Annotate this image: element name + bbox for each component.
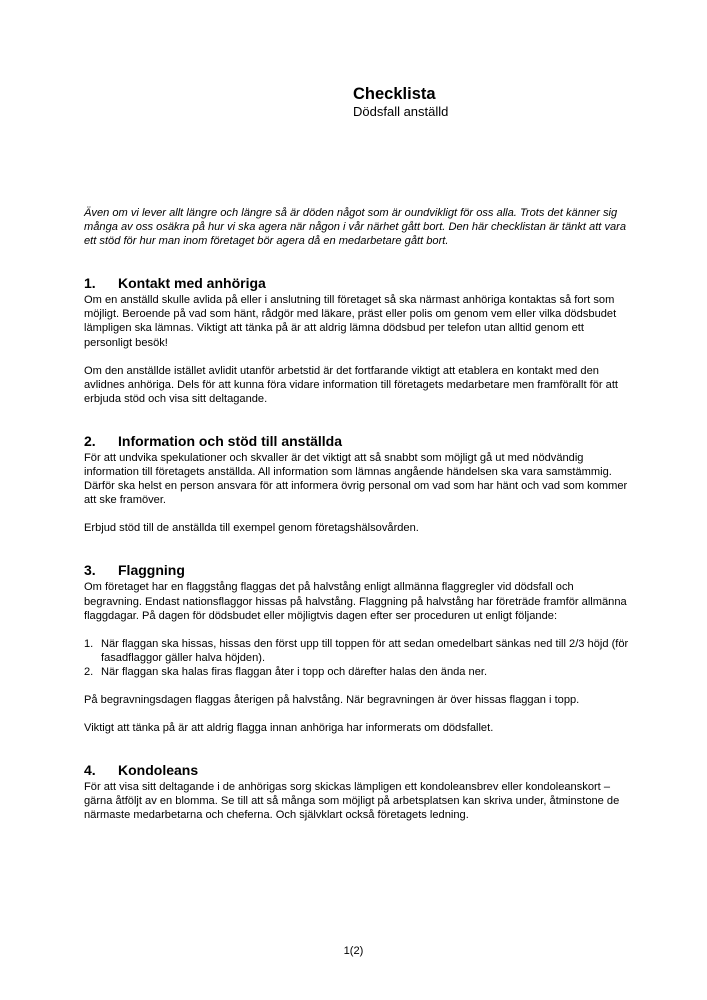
section-heading bbox=[84, 274, 629, 292]
list-item bbox=[84, 665, 629, 679]
section-title: Kondoleans bbox=[118, 762, 199, 779]
section-number: 4. bbox=[84, 762, 96, 779]
list-item-text: När flaggan ska hissas, hissas den först upp till toppen för att sedan omedelbart sänkas ned till 2/3 höjd (för fasadflaggor gäller halva höjden). bbox=[101, 637, 629, 664]
section-heading bbox=[84, 761, 629, 779]
list-item-number: 1. bbox=[84, 637, 94, 650]
intro-paragraph: Även om vi lever allt längre och längre så är döden något som är oundvikligt för oss alla. Trots det känner sig många av oss osäkra på hur vi ska agera när någon i vår närhet gått bort. Den här checklistan är tänkt att vara ett stöd för hur man inom företaget bör agera då en medarbetare gått bort. bbox=[84, 207, 627, 248]
page-number: 1(2) bbox=[343, 945, 364, 957]
section-number: 2. bbox=[84, 432, 96, 449]
paragraph: Om en anställd skulle avlida på eller i anslutning till företaget så ska närmast anhöriga kontaktas så fort som möjligt. Beroende på vad som hänt, rådgör med läkare, präst eller polis om genom vem eller vilka dödsbudet lämpligen ska lämnas. Viktigt att tänka på är att aldrig lämna dödsbud per telefon utan alltid genom ett personligt besök! bbox=[84, 294, 617, 349]
document-title: Checklista bbox=[353, 85, 436, 103]
document-body bbox=[84, 206, 629, 822]
section-number: 1. bbox=[84, 275, 96, 292]
list-item bbox=[84, 637, 629, 665]
section-flagging bbox=[84, 561, 629, 735]
list-item-text: När flaggan ska halas firas flaggan åter i topp och därefter halas den ända ner. bbox=[101, 665, 488, 678]
section-contact-relatives bbox=[84, 274, 629, 406]
section-heading bbox=[84, 561, 629, 579]
paragraph: För att undvika spekulationer och skvaller är det viktigt att så snabbt som möjligt gå ut med nödvändig information till företagets anställda. All information som lämnas angående händelsen ska vara samstämmig. Därför ska helst en person ansvara för att informera övrig personal om vad som har hänt och vad som kommer att ske framöver. bbox=[84, 451, 628, 507]
list-item-number: 2. bbox=[84, 665, 94, 678]
paragraph: Erbjud stöd till de anställda till exempel genom företagshälsovården. bbox=[84, 522, 419, 535]
section-number: 3. bbox=[84, 562, 96, 579]
section-title: Flaggning bbox=[118, 562, 185, 579]
section-heading bbox=[84, 432, 629, 450]
paragraph: Viktigt att tänka på är att aldrig flagga innan anhöriga har informerats om dödsfallet. bbox=[84, 722, 494, 735]
numbered-list bbox=[84, 637, 629, 679]
paragraph: För att visa sitt deltagande i de anhörigas sorg skickas lämpligen ett kondoleansbrev eller kondoleanskort – gärna åtföljt av en blomma. Se till att så många som möjligt på arbetsplatsen kan skriva under, åtminstone de närmaste medarbetarna och cheferna. Och självklart också företagets ledning. bbox=[84, 781, 620, 822]
section-condolence bbox=[84, 761, 629, 822]
paragraph: Om företaget har en flaggstång flaggas det på halvstång enligt allmänna flaggregler vid dödsfall och begravning. Endast nationsflaggor hissas på halvstång. Flaggning på halvstång har företräde framför allmänna flaggdagar. På dagen för dödsbudet eller möjligtvis dagen efter ser proceduren ut enligt följande: bbox=[84, 581, 627, 622]
section-title: Kontakt med anhöriga bbox=[118, 275, 266, 292]
document-subtitle: Dödsfall anställd bbox=[353, 104, 449, 119]
section-info-support bbox=[84, 432, 629, 535]
paragraph: Om den anställde istället avlidit utanför arbetstid är det fortfarande viktigt att etablera en kontakt med den avlidnes anhöriga. Dels för att kunna föra vidare information till företagets medarbetare men framförallt för att erbjuda stöd och visa sitt deltagande. bbox=[84, 364, 618, 405]
title-block bbox=[353, 84, 448, 119]
paragraph: På begravningsdagen flaggas återigen på halvstång. När begravningen är över hissas flaggan i topp. bbox=[84, 693, 580, 706]
section-title: Information och stöd till anställda bbox=[118, 432, 343, 449]
